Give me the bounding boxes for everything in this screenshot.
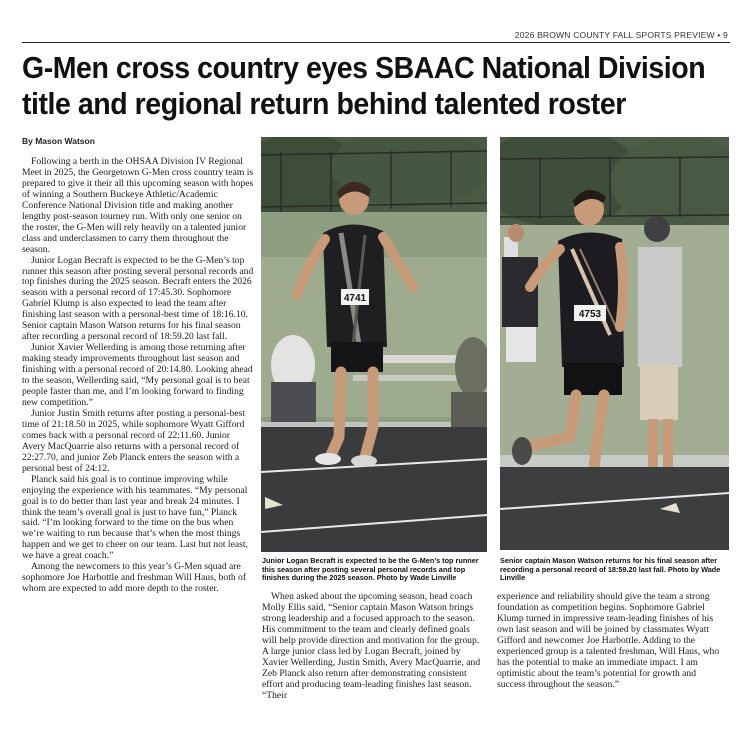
paragraph: Junior Logan Becraft is expected to be the G-Men’s top runner this season after posting several personal records and top finishes during the 2025 season. Becraft enters the 2026 season with a personal record of 17:45.30. Sophomore Gabriel Klump is also expected to lead the team after finishing last season with a personal-best time of 18:16.10. Senior captain Mason Watson returns for his final season after recording a personal record of 18:59.20 last fall.: [22, 254, 254, 343]
photo-caption: Senior captain Mason Watson returns for his final season after recording a personal record of 18:59.20 last fall. Photo by Wade Linville: [500, 556, 721, 583]
paragraph: Following a berth in the OHSAA Division IV Regional Meet in 2025, the Georgetown G-Men cross country team is prepared to give it their all this upcoming season with hopes of winning a Southern Buckeye Athletic/Academic Conference National Division title and making another lengthy post-season tourney run. With only one senior on the roster, the G-Men will rely heavily on a talented junior class and underclassmen to carry them throughout the season.: [22, 156, 254, 255]
bib-number: 4741: [343, 293, 367, 304]
article-column-2: [262, 592, 486, 702]
photo-caption: Junior Logan Becraft is expected to be the G-Men’s top runner this season after posting several personal records and top finishes during the 2025 season. Photo by Wade Linville: [262, 556, 479, 583]
paragraph: Junior Xavier Wellerding is among those returning after making steady improvements throughout last season and finishing with a personal record of 20:14.80. Looking ahead to the season, Wellerding said, “My personal goal is to beat people faster than me, and I’m looking forward to finding new competition.”: [22, 342, 253, 408]
headline: [22, 50, 706, 122]
headline-line-2: title and regional return behind talented roster: [22, 86, 626, 121]
article-column-1: [22, 157, 254, 595]
header-rule: [22, 42, 730, 43]
headline-line-1: G-Men cross country eyes SBAAC National Division: [22, 50, 706, 85]
runner-photo-illustration: [261, 137, 487, 552]
running-head: 2026 BROWN COUNTY FALL SPORTS PREVIEW • 9: [514, 30, 728, 40]
byline: By Mason Watson: [22, 136, 95, 146]
paragraph: When asked about the upcoming season, head coach Molly Ellis said, “Senior captain Mason Watson brings strong leadership and a focused approach to the season. His commitment to the team and clearly defined goals will help provide direction and motivation for the group. A large junior class led by Logan Becraft, joined by Xavier Wellerding, Justin Smith, Avery MacQuarrie, and Zeb Planck also return after demonstrating consistent effort and producing team-leading finishes last season. “Their: [262, 591, 481, 701]
article-column-3: [497, 592, 725, 691]
runner-photo-illustration: [500, 137, 729, 550]
paragraph: Junior Justin Smith returns after posting a personal-best time of 21:18.50 in 2025, while sophomore Wyatt Gifford comes back with a personal record of 22:11.60. Junior Avery MacQuarrie also returns with a personal record of 22:27.70, and junior Zeb Planck enters the season with a personal best of 24:12.: [22, 407, 245, 474]
paragraph: Planck said his goal is to continue improving while enjoying the experience with his teammates. “My personal goal is to do better than last year and break 24 minutes. I think the team’s overall goal is just to have fun,” Planck said. “I’m looking forward to the time on the bus when we’re waiting to run because that’s when the most things happen and we get to cheer on our team. Last but not least, we have a great coach.”: [22, 473, 248, 562]
paragraph: experience and reliability should give the team a strong foundation as competition begins. Sophomore Gabriel Klump turned in impressive team-leading finishes of his own last season and will be joined by classmates Wyatt Gifford and newcomer Joe Harbottle. Adding to the experienced group is a talented freshman, Will Haus, who has the potential to make an immediate impact. I am optimistic about the team’s potential for growth and success throughout the season.”: [497, 591, 720, 690]
paragraph: Among the newcomers to this year’s G-Men squad are sophomore Joe Harbottle and freshman Will Haus, both of whom are expected to add more depth to the roster.: [22, 561, 247, 595]
photo-mason-watson: [500, 137, 729, 550]
photo-logan-becraft: [261, 137, 487, 552]
bib-number: 4753: [578, 309, 602, 320]
